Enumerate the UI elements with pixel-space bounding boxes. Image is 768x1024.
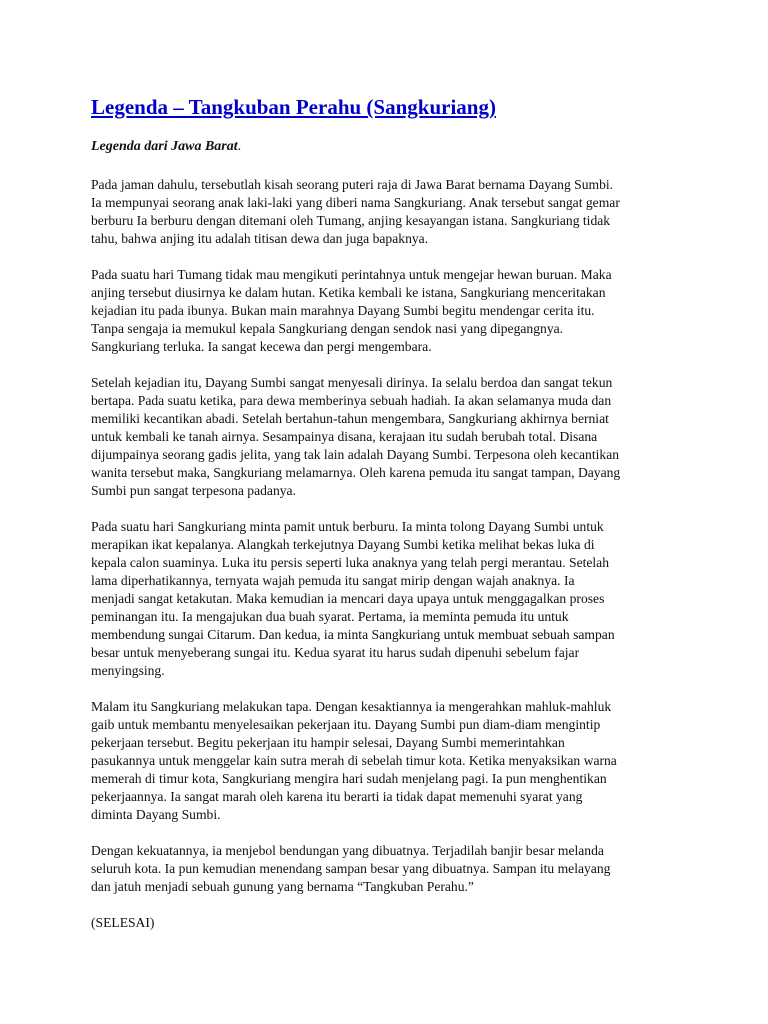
paragraph-line: diminta Dayang Sumbi. — [91, 807, 221, 822]
story-paragraph — [91, 266, 691, 356]
paragraph-line: Sangkuriang terluka. Ia sangat kecewa dan pergi mengembara. — [91, 339, 432, 354]
paragraph-line: besar untuk menyeberang sungai itu. Kedua syarat itu harus sudah dipenuhi sebelum fajar — [91, 645, 580, 660]
paragraph-line: menjadi sangat ketakutan. Maka kemudian ia mencari daya upaya untuk menggagalkan proses — [91, 591, 605, 606]
paragraph-line: memerah di timur kota, Sangkuriang mengira hari sudah menjelang pagi. Ia pun menghentikan — [91, 771, 607, 786]
paragraph-line: menyingsing. — [91, 663, 165, 678]
document-page — [91, 92, 691, 932]
paragraph-line: peminangan itu. Ia mengajukan dua buah syarat. Pertama, ia meminta pemuda itu untuk — [91, 609, 569, 624]
story-paragraph — [91, 914, 691, 932]
story-paragraph — [91, 176, 691, 248]
document-title[interactable]: Legenda – Tangkuban Perahu (Sangkuriang) — [91, 95, 496, 119]
paragraph-line: dan jatuh menjadi sebuah gunung yang bernama “Tangkuban Perahu.” — [91, 879, 474, 894]
story-paragraph — [91, 842, 691, 896]
paragraph-line: seluruh kota. Ia pun kemudian menendang sampan besar yang dibuatnya. Sampan itu melayang — [91, 861, 611, 876]
paragraph-line: lama diperhatikannya, ternyata wajah pemuda itu sangat mirip dengan wajah anaknya. Ia — [91, 573, 575, 588]
paragraph-line: Malam itu Sangkuriang melakukan tapa. Dengan kesaktiannya ia mengerahkan mahluk-mahluk — [91, 699, 612, 714]
paragraph-line: pekerjaan tersebut. Begitu pekerjaan itu hampir selesai, Dayang Sumbi memerintahkan — [91, 735, 565, 750]
paragraph-line: Dengan kekuatannya, ia menjebol bendungan yang dibuatnya. Terjadilah banjir besar melanda — [91, 843, 604, 858]
paragraph-line: berburu Ia berburu dengan ditemani oleh Tumang, anjing kesayangan istana. Sangkuriang tidak — [91, 213, 611, 228]
paragraph-line: (SELESAI) — [91, 915, 155, 930]
paragraph-line: kejadian itu pada ibunya. Bukan main marahnya Dayang Sumbi begitu mendengar cerita itu. — [91, 303, 595, 318]
paragraph-line: Tanpa sengaja ia memukul kepala Sangkuriang dengan sendok nasi yang dipegangnya. — [91, 321, 564, 336]
story-body — [91, 176, 691, 932]
paragraph-line: bertapa. Pada suatu ketika, para dewa memberinya sebuah hadiah. Ia akan selamanya muda dan — [91, 393, 612, 408]
subtitle-punctuation: . — [237, 139, 242, 154]
paragraph-line: Ia mempunyai seorang anak laki-laki yang diberi nama Sangkuriang. Anak tersebut sangat gemar — [91, 195, 620, 210]
paragraph-line: membendung sungai Citarum. Dan kedua, ia minta Sangkuriang untuk membuat sebuah sampan — [91, 627, 615, 642]
paragraph-line: wanita tersebut maka, Sangkuriang melamarnya. Oleh karena pemuda itu sangat tampan, Dayang — [91, 465, 621, 480]
paragraph-line: Pada jaman dahulu, tersebutlah kisah seorang puteri raja di Jawa Barat bernama Dayang Sumbi. — [91, 177, 614, 192]
paragraph-line: pekerjaannya. Ia sangat marah oleh karena itu berarti ia tidak dapat memenuhi syarat yang — [91, 789, 583, 804]
document-subtitle — [91, 138, 691, 156]
paragraph-line: dijumpainya seorang gadis jelita, yang tak lain adalah Dayang Sumbi. Terpesona oleh kecantikan — [91, 447, 620, 462]
paragraph-line: merapikan ikat kepalanya. Alangkah terkejutnya Dayang Sumbi ketika melihat bekas luka di — [91, 537, 595, 552]
story-paragraph — [91, 518, 691, 680]
paragraph-line: Pada suatu hari Sangkuriang minta pamit untuk berburu. Ia minta tolong Dayang Sumbi untuk — [91, 519, 604, 534]
story-paragraph — [91, 374, 691, 500]
paragraph-line: Sumbi pun sangat terpesona padanya. — [91, 483, 296, 498]
paragraph-line: pasukannya untuk menggelar kain sutra merah di sebelah timur kota. Ketika menyaksikan warna — [91, 753, 617, 768]
paragraph-line: anjing tersebut diusirnya ke dalam hutan. Ketika kembali ke istana, Sangkuriang menceritakan — [91, 285, 606, 300]
paragraph-line: tahu, bahwa anjing itu adalah titisan dewa dan juga bapaknya. — [91, 231, 429, 246]
paragraph-line: gaib untuk membantu menyelesaikan pekerjaan itu. Dayang Sumbi pun diam-diam mengintip — [91, 717, 601, 732]
paragraph-line: memiliki kecantikan abadi. Setelah bertahun-tahun mengembara, Sangkuriang akhirnya berniat — [91, 411, 609, 426]
paragraph-line: kepala calon suaminya. Luka itu persis seperti luka anaknya yang telah pergi merantau. Setelah — [91, 555, 610, 570]
paragraph-line: Setelah kejadian itu, Dayang Sumbi sangat menyesali dirinya. Ia selalu berdoa dan sangat tekun — [91, 375, 613, 390]
subtitle-text: Legenda dari Jawa Barat — [91, 139, 238, 154]
story-paragraph — [91, 698, 691, 824]
paragraph-line: untuk kembali ke tanah airnya. Sesampainya disana, kerajaan itu sudah berubah total. Disana — [91, 429, 598, 444]
paragraph-line: Pada suatu hari Tumang tidak mau mengikuti perintahnya untuk mengejar hewan buruan. Maka — [91, 267, 612, 282]
